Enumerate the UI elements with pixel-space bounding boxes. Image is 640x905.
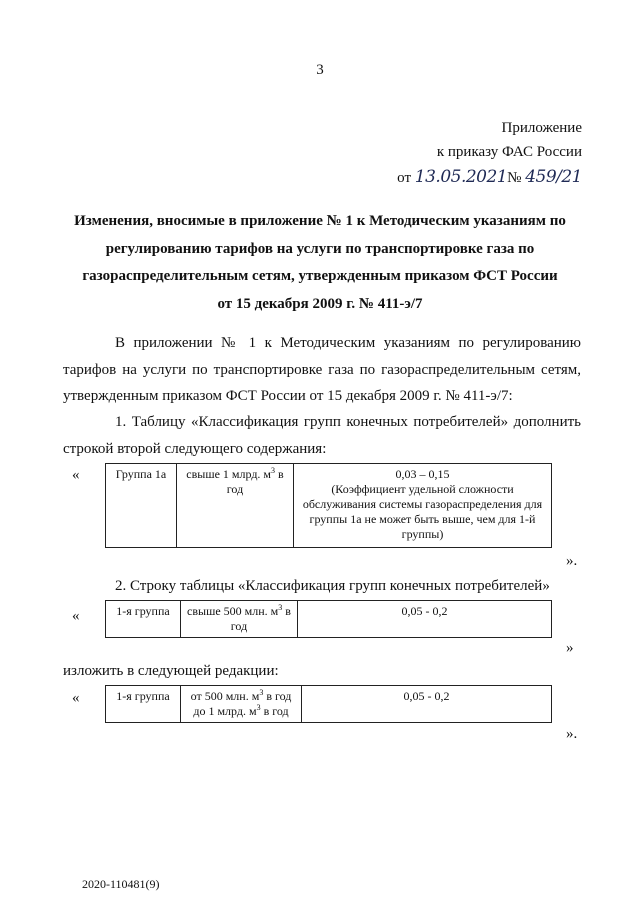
cell-group: 1-я группа [106, 686, 181, 723]
handwritten-number: 459/21 [525, 167, 582, 187]
handwritten-date: 13.05.2021 [414, 167, 508, 187]
cell-coefficient: 0,05 - 0,2 [298, 601, 552, 638]
table-row [106, 464, 552, 548]
appendix-date-line [397, 167, 582, 187]
intro-paragraph: В приложении № 1 к Методическим указаниям по регулированию тарифов на услуги по транспортировке газа по газораспределительным сетям, утвержденным приказом ФСТ России от 15 декабря 2009 г. № 411-э/7: [63, 335, 581, 404]
appendix-label: Приложение [501, 120, 582, 136]
quote-open-3: « [72, 690, 80, 706]
quote-open-1: « [72, 467, 80, 483]
table-group-1-old [105, 600, 552, 638]
table-group-1-new [105, 685, 552, 723]
cell-coefficient: 0,05 - 0,2 [302, 686, 552, 723]
restate-paragraph: изложить в следующей редакции: [63, 663, 279, 679]
quote-close-1: ». [566, 553, 578, 569]
cell-volume: от 500 млн. $м^3$ в год до 1 млрд. $м^3$ в год [181, 686, 302, 723]
cell-volume: свыше 1 млрд. $м^3$ в год [177, 464, 294, 548]
title-line-3: газораспределительным сетям, утвержденным приказом ФСТ России [82, 268, 558, 284]
number-prefix: № [507, 170, 522, 186]
item-2-paragraph: 2. Строку таблицы «Классификация групп конечных потребителей» [115, 578, 550, 594]
table-row [106, 601, 552, 638]
document-title [60, 208, 580, 318]
title-line-1: Изменения, вносимые в приложение № 1 к Методическим указаниям по [74, 213, 566, 229]
quote-close-2: » [566, 640, 574, 656]
title-line-2: регулированию тарифов на услуги по транспортировке газа по [105, 240, 535, 257]
date-prefix: от [397, 170, 412, 186]
cell-group: Группа 1а [106, 464, 177, 548]
coefficient-note: (Коэффициент удельной сложности обслуживания системы газораспределения для группы 1а не может быть выше, чем для 1-й группы) [302, 482, 543, 541]
page-number: 3 [316, 62, 324, 78]
table-row [106, 686, 552, 723]
title-line-4: от 15 декабря 2009 г. № 411-э/7 [217, 295, 423, 312]
item-1-paragraph: 1. Таблицу «Классификация групп конечных потребителей» дополнить строкой второй следующего содержания: [63, 414, 581, 457]
document-code: 2020-110481(9) [82, 877, 160, 891]
cell-volume: свыше 500 млн. $м^3$ в год [181, 601, 298, 638]
quote-close-3: ». [566, 726, 578, 742]
table-group-1a [105, 463, 552, 548]
quote-open-2: « [72, 608, 80, 624]
appendix-order-ref: к приказу ФАС России [436, 144, 582, 160]
coefficient-range: 0,03 – 0,15 [395, 467, 450, 481]
cell-coefficient [294, 464, 552, 548]
cell-group: 1-я группа [106, 601, 181, 638]
